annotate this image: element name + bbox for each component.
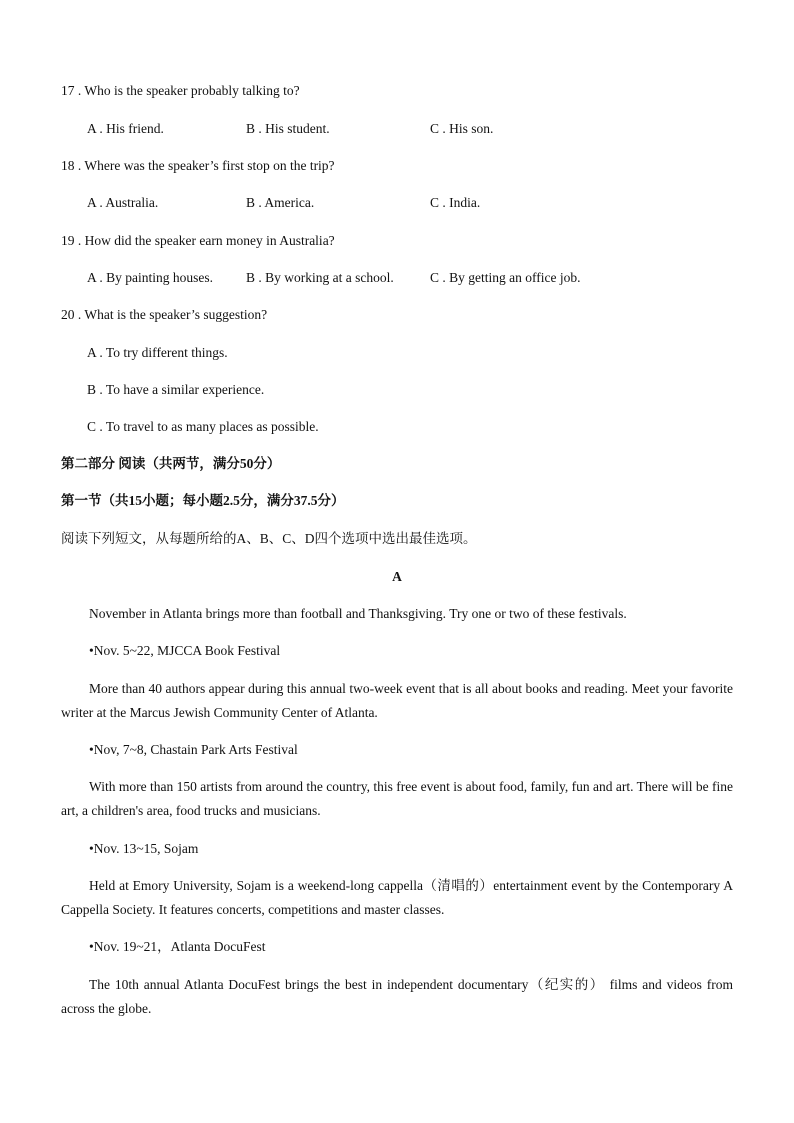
event-body-1: More than 40 authors appear during this annual two-week event that is all about books and reading. Meet your favorite writer at the Marcus Jewish Community Center of Atlanta. <box>61 681 733 720</box>
question-17-stem: 17 . Who is the speaker probably talking to? <box>61 83 300 98</box>
passage-intro: November in Atlanta brings more than football and Thanksgiving. Try one or two of these festivals. <box>89 606 627 621</box>
question-19-stem: 19 . How did the speaker earn money in Australia? <box>61 233 335 248</box>
passage-label: A <box>392 569 402 584</box>
question-17-option-c: C . His son. <box>430 121 494 136</box>
reading-instructions: 阅读下列短文，从每题所给的A、B、C、D四个选项中选出最佳选项。 <box>61 531 477 546</box>
section1-heading: 第一节（共15小题；每小题2.5分，满分37.5分） <box>61 493 345 508</box>
event-body-4: The 10th annual Atlanta DocuFest brings the best in independent documentary（纪实的） films and videos from across the globe. <box>61 977 733 1016</box>
question-18-stem: 18 . Where was the speaker’s first stop on the trip? <box>61 158 335 173</box>
event-title-2: •Nov, 7~8, Chastain Park Arts Festival <box>89 742 298 757</box>
question-18-option-b: B . America. <box>246 195 315 210</box>
event-title-1: •Nov. 5~22, MJCCA Book Festival <box>89 643 281 658</box>
question-20-stem: 20 . What is the speaker’s suggestion? <box>61 307 268 322</box>
question-19-option-c: C . By getting an office job. <box>430 270 581 285</box>
event-title-3: •Nov. 13~15, Sojam <box>89 841 199 856</box>
question-18-option-a: A . Australia. <box>87 195 159 210</box>
question-17-option-b: B . His student. <box>246 121 330 136</box>
question-20-option-c: C . To travel to as many places as possible. <box>87 419 319 434</box>
question-17-option-a: A . His friend. <box>87 121 164 136</box>
question-18-option-c: C . India. <box>430 195 481 210</box>
event-body-2: With more than 150 artists from around the country, this free event is about food, family, fun and art. There will be fine art, a children's area, food trucks and musicians. <box>61 779 733 818</box>
question-19-option-b: B . By working at a school. <box>246 270 394 285</box>
event-body-3: Held at Emory University, Sojam is a weekend-long cappella（清唱的）entertainment event by the Contemporary A Cappella Society. It features concerts, competitions and master classes. <box>61 878 733 917</box>
part2-heading: 第二部分 阅读（共两节，满分50分） <box>61 456 281 471</box>
event-title-4: •Nov. 19~21，Atlanta DocuFest <box>89 939 266 954</box>
question-19-option-a: A . By painting houses. <box>87 270 214 285</box>
question-20-option-a: A . To try different things. <box>87 345 228 360</box>
question-20-option-b: B . To have a similar experience. <box>87 382 265 397</box>
